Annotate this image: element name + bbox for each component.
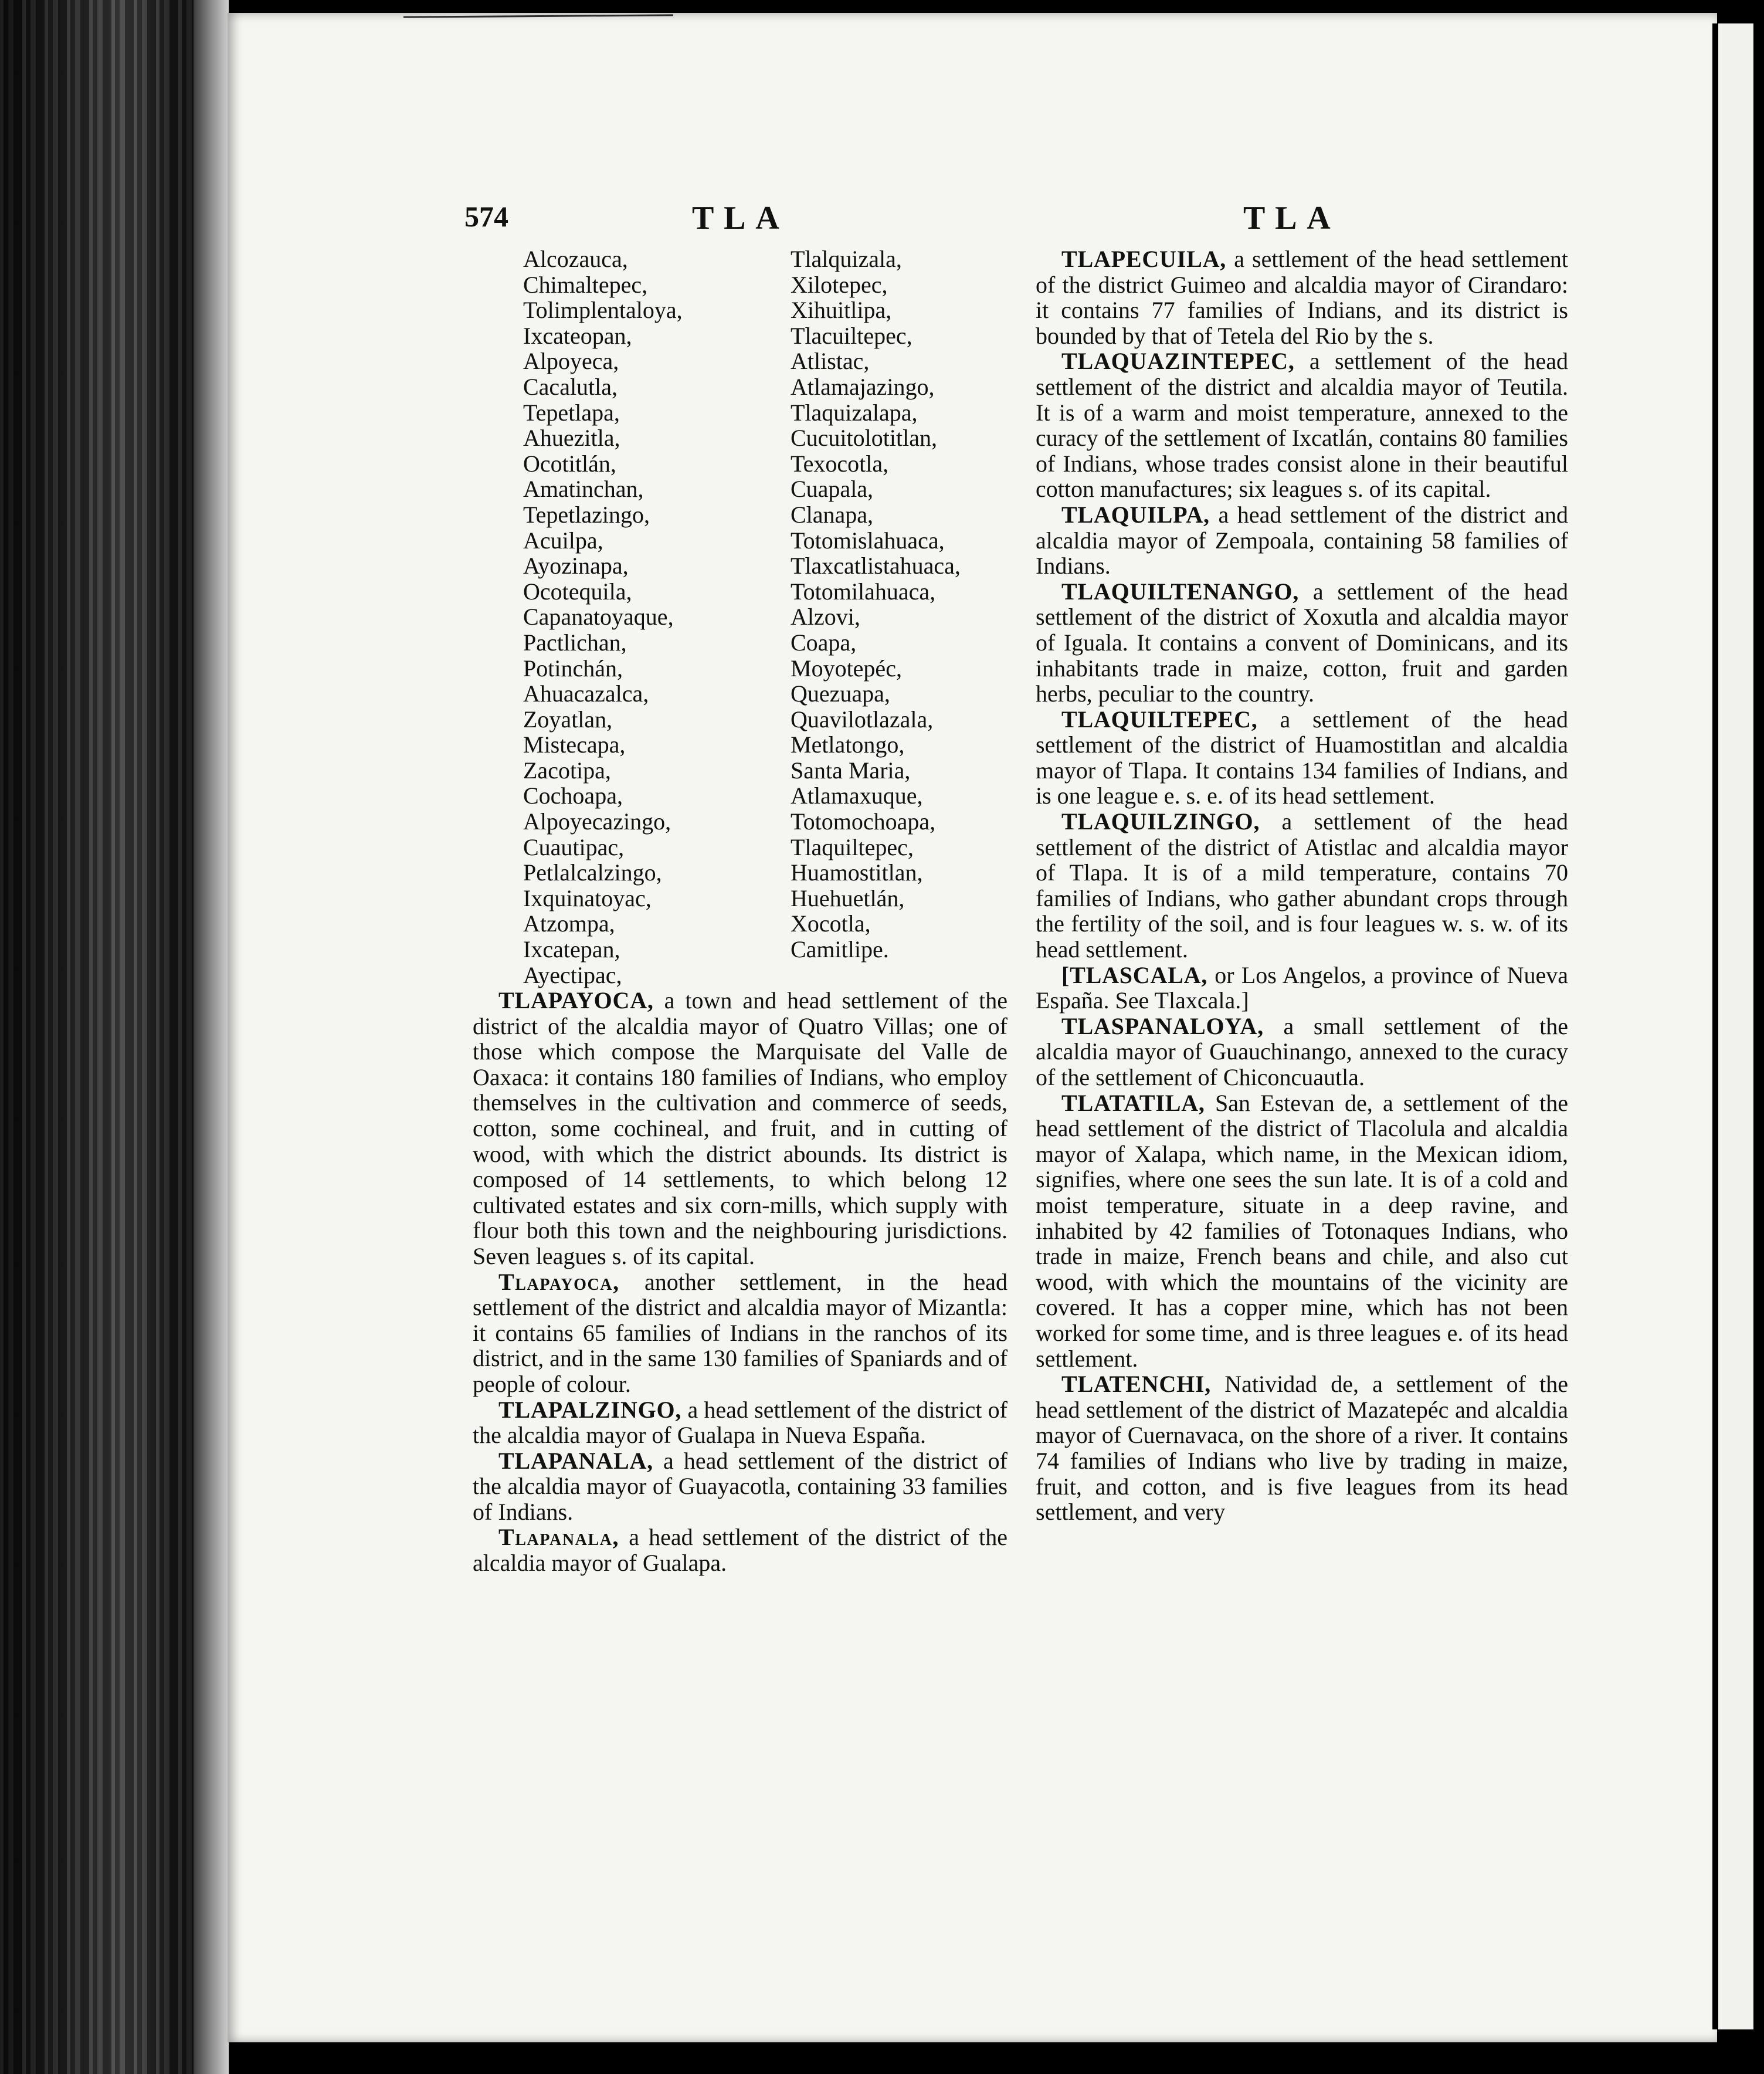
facing-page-edge [1712,23,1753,2029]
settlement-name: Coapa, [791,629,857,656]
dictionary-entry [1036,579,1568,707]
settlement-name: Santa Maria, [791,757,911,784]
entry-text: a small settlement of the alcaldia mayor of Guauchinango, annexed to the curacy of the settlement of Chiconcuautla. [1036,1012,1568,1090]
entry-text: a settlement of the head settlement of the district Guimeo and alcaldia mayor of Cirandaro: it contains 77 families of Indians, and its district is bounded by that of Tetela del Rio by the s. [1036,246,1568,349]
settlement-name: Tepetlazingo, [523,501,650,528]
dictionary-entry [473,1448,1007,1525]
page-number: 574 [464,200,508,233]
settlement-name: Tolimplentaloya, [523,297,683,324]
dictionary-entry [1036,1090,1568,1372]
entry-headword: Tlapanala, [498,1524,620,1551]
entry-headword: TLAQUILZINGO, [1061,808,1260,835]
settlement-name: Quezuapa, [791,680,890,707]
entry-headword: TLAQUILTEPEC, [1061,706,1258,733]
entry-text: a settlement of the head settlement of the district and alcaldia mayor of Teutila. It is of a warm and moist temperature, annexed to the curacy of the settlement of Ixcatlán, contains 80 families of Indians, whose trades consist alone in their beautiful cotton manufactures; six leagues s. of its capital. [1036,348,1568,503]
entry-headword: TLAQUAZINTEPEC, [1061,348,1295,375]
settlement-name: Tlaxcatlistahuaca, [791,553,961,580]
page-gutter-edge [194,0,229,2074]
entry-headword: [TLASCALA, [1061,961,1208,988]
settlement-name: Atlamaxuque, [791,782,923,809]
settlement-name: Cucuitolotitlan, [791,425,937,452]
running-head-right: TLA [1243,200,1341,236]
entry-text: another settlement, in the head settlement of the district and alcaldia mayor of Mizantla: it contains 65 families of Indians in the ranchos of its district, and in the same 130 families of Spaniards and of people of colour. [473,1268,1008,1397]
settlement-name: Xihuitlipa, [791,297,892,324]
entry-headword: TLAQUILPA, [1061,501,1210,528]
settlement-name: Cuapala, [791,476,874,503]
dictionary-entry [1036,246,1568,348]
entry-text: a settlement of the head settlement of the district of Atistlac and alcaldia mayor of Tlapa. It is of a mild temperature, contains 70 families of Indians, who gather abundant crops through the fertility of the soil, and is four leagues w. s. w. of its head settlement. [1036,808,1568,963]
settlement-name: Tepetlapa, [523,399,620,426]
settlement-name: Tlacuiltepec, [791,322,912,349]
settlement-name: Alpoyeca, [523,348,619,375]
settlement-name: Ayectipac, [523,961,622,988]
dictionary-entry [1036,963,1568,1014]
dictionary-entry [1036,1014,1568,1090]
settlement-name: Zacotipa, [523,757,611,784]
settlement-name: Cochoapa, [523,782,623,809]
entry-headword: Tlapayoca, [498,1268,620,1295]
settlement-name: Texocotla, [791,450,889,477]
settlement-name: Ahuacazalca, [523,680,649,707]
ink-mark [403,14,673,26]
entry-text: a head settlement of the district of the alcaldia mayor of Gualapa. [473,1524,1007,1577]
entry-headword: TLAPECUILA, [1061,246,1227,272]
settlement-name: Atlamajazingo, [791,373,935,400]
dictionary-entry [473,1397,1007,1448]
entry-headword: TLATENCHI, [1061,1371,1212,1398]
settlement-name: Totomochoapa, [791,808,936,835]
settlement-name: Amatinchan, [523,476,644,503]
settlement-name: Xilotepec, [791,271,888,298]
settlement-name: Clanapa, [791,501,874,528]
dictionary-entry [1036,809,1568,963]
settlement-name: Cacalutla, [523,373,618,400]
settlement-list-second [791,246,961,963]
dictionary-entry [473,1524,1007,1575]
running-head-left: TLA [692,200,789,236]
settlement-name: Capanatoyaque, [523,604,674,631]
settlement-name: Ocotequila, [523,578,632,605]
entry-text: San Estevan de, a settlement of the head settlement of the district of Tlacolula and alcaldia mayor of Xalapa, which name, in the Mexican idiom, signifies, where one sees the sun late. It is of a cold and moist temperature, situate in a deep ravine, and inhabited by 42 families of Totonaques Indians, who trade in maize, French beans and chile, and also cut wood, with which the mountains of the vicinity are covered. It has a copper mine, which has not been worked for some time, and is three leagues e. of its head settlement. [1036,1089,1568,1372]
settlement-name: Tlalquizala, [791,246,902,272]
entry-text: a head settlement of the district and alcaldia mayor of Zempoala, containing 58 families of Indians. [1036,501,1568,580]
settlement-name: Ixcateopan, [523,322,632,349]
settlement-name: Chimaltepec, [523,271,648,298]
settlement-name: Mistecapa, [523,731,626,758]
settlement-name: Alcozauca, [523,246,628,272]
settlement-name: Potinchán, [523,655,623,682]
entry-headword: TLAPANALA, [498,1447,653,1474]
settlement-name: Ayozinapa, [523,553,629,580]
settlement-name: Xocotla, [791,910,871,937]
settlement-name: Atzompa, [523,910,615,937]
settlement-name: Ixcatepan, [523,936,620,963]
entry-headword: TLAQUILTENANGO, [1061,578,1300,605]
entry-text: a settlement of the head settlement of the district of Xoxutla and alcaldia mayor of Iguala. It contains a convent of Dominicans, and its inhabitants trade in maize, cotton, fruit and garden herbs, peculiar to the country. [1036,578,1568,707]
settlement-name: Petlalcalzingo, [523,859,662,886]
settlement-name: Atlistac, [791,348,870,375]
settlement-name: Ocotitlán, [523,450,616,477]
settlement-name: Tlaquiltepec, [791,833,914,860]
settlement-name: Totomislahuaca, [791,527,945,554]
entry-text: a settlement of the head settlement of the district of Huamostitlan and alcaldia mayor of Tlapa. It contains 134 families of Indians, and is one league e. s. e. of its head settlement. [1036,706,1568,809]
entry-text: Natividad de, a settlement of the head settlement of the district of Mazatepéc and alcaldia mayor of Cuernavaca, on the shore of a river. It contains 74 families of Indians who live by trading in maize, fruit, and cotton, and is five leagues from its head settlement, and very [1036,1371,1568,1526]
entry-headword: TLAPAYOCA, [498,987,654,1014]
dictionary-entry [473,988,1007,1269]
entry-headword: TLAPALZINGO, [498,1396,682,1423]
entry-text: a head settlement of the district of the alcaldia mayor of Guayacotla, containing 33 families of Indians. [473,1447,1007,1525]
settlement-name: Pactlichan, [523,629,627,656]
settlement-name: Huehuetlán, [791,884,905,911]
entry-text: or Los Angelos, a province of Nueva España. See Tlaxcala.] [1036,961,1568,1014]
dictionary-entry [1036,348,1568,502]
entry-headword: TLASPANALOYA, [1061,1012,1264,1039]
settlement-name: Ixquinatoyac, [523,884,652,911]
settlement-name: Cuautipac, [523,833,625,860]
entry-headword: TLATATILA, [1061,1089,1205,1116]
right-column-entries [1036,246,1568,1525]
settlement-name: Totomilahuaca, [791,578,936,605]
entry-text: a head settlement of the district of the alcaldia mayor of Gualapa in Nueva España. [473,1396,1007,1449]
settlement-name: Huamostitlan, [791,859,923,886]
settlement-name: Acuilpa, [523,527,603,554]
left-column-entries [473,988,1007,1576]
settlement-name: Metlatongo, [791,731,905,758]
dictionary-entry [1036,502,1568,579]
settlement-name: Ahuezitla, [523,425,620,452]
settlement-list-first [523,246,683,988]
settlement-name: Zoyatlan, [523,706,613,733]
settlement-name: Camitlipe. [791,936,889,963]
settlement-name: Alpoyecazingo, [523,808,671,835]
dictionary-entry [473,1269,1007,1397]
dictionary-entry [1036,707,1568,809]
settlement-name: Quavilotlazala, [791,706,934,733]
settlement-name: Moyotepéc, [791,655,902,682]
dictionary-entry [1036,1371,1568,1525]
entry-text: a town and head settlement of the district of the alcaldia mayor of Quatro Villas; one of those which compose the Marquisate del Valle de Oaxaca: it contains 180 families of Indians, who employ themselves in the cultivation and commerce of seeds, cotton, some cochineal, and fruit, and in cutting of wood, with which the district abounds. Its district is composed of 14 settlements, to which belong 12 cultivated estates and six corn-mills, which supply with flour both this town and the neighbouring jurisdictions. Seven leagues s. of its capital. [473,987,1007,1269]
settlement-name: Alzovi, [791,604,860,631]
settlement-name: Tlaquizalapa, [791,399,918,426]
